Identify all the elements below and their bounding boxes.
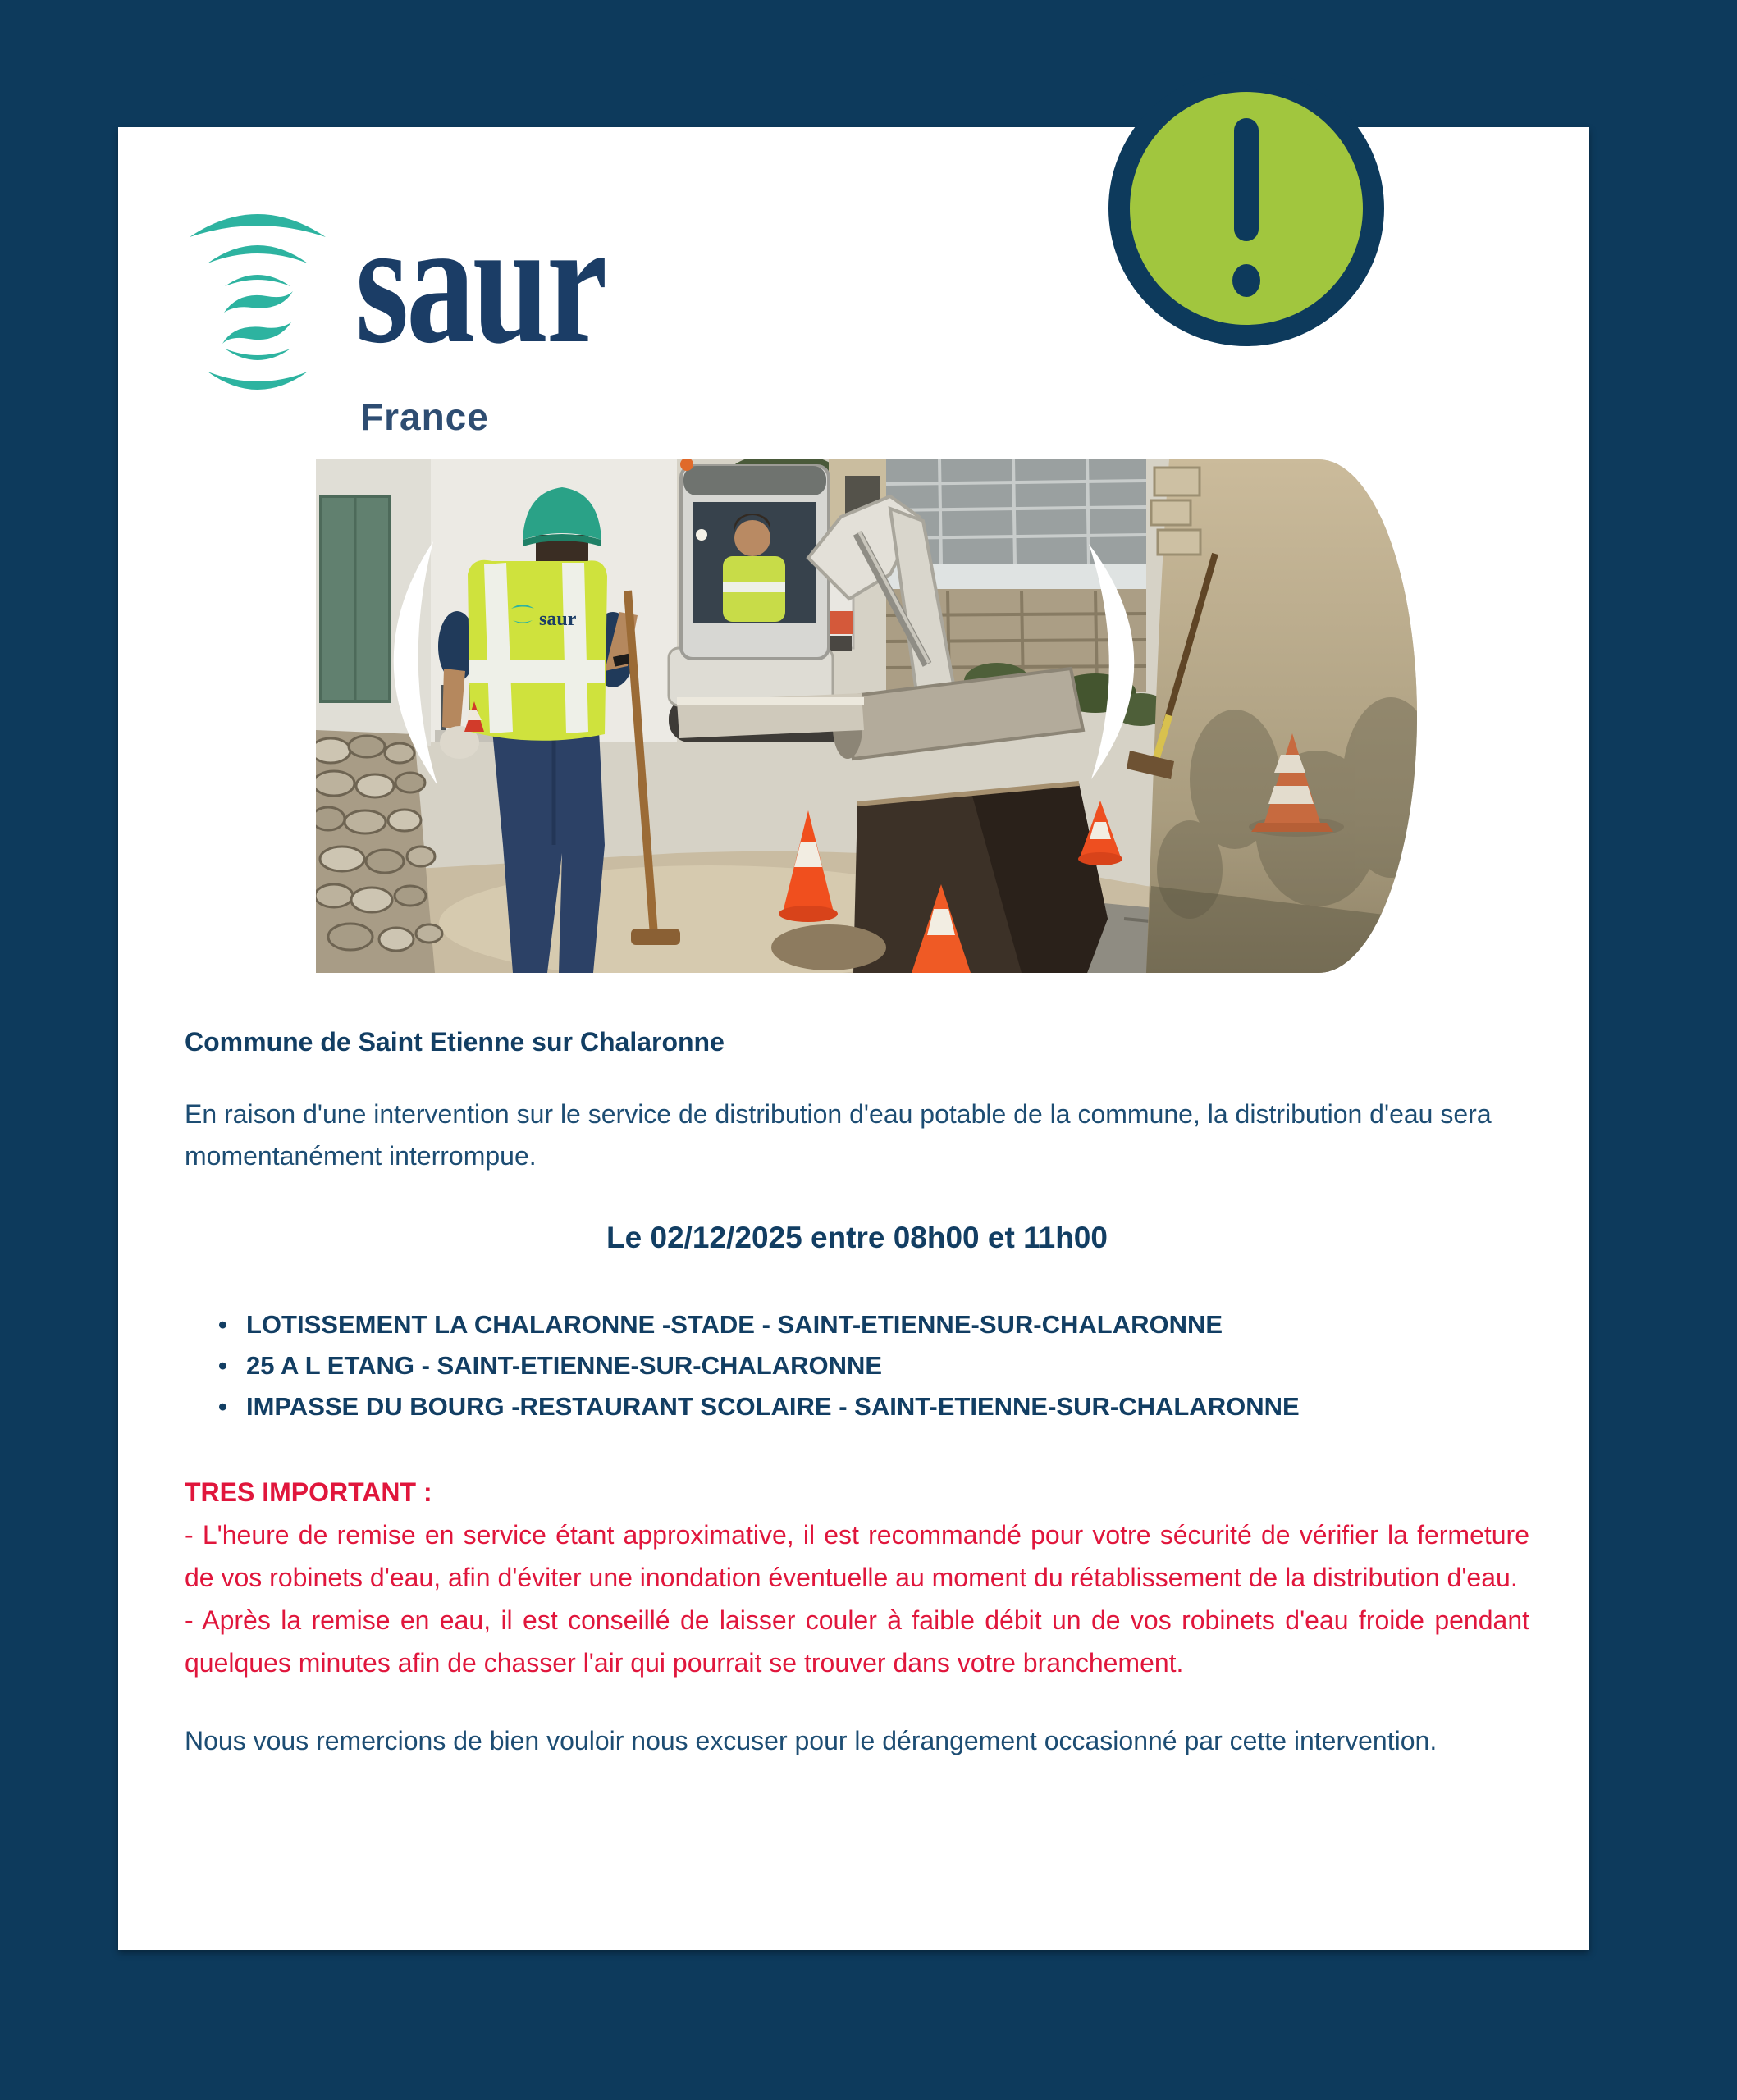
- warning-label: TRES IMPORTANT :: [185, 1477, 432, 1507]
- list-item: [218, 1345, 1529, 1386]
- saur-waves-icon: [188, 206, 327, 393]
- notice-body: [185, 1021, 1529, 1762]
- exclamation-icon: [1232, 118, 1260, 297]
- tan-wall: [1146, 459, 1417, 973]
- logo-region-label: France: [360, 395, 489, 438]
- locations-list: [185, 1304, 1529, 1427]
- alert-icon: [1107, 69, 1386, 348]
- important-warning: [185, 1471, 1529, 1684]
- warning-paragraph: - L'heure de remise en service étant approximative, il est recommandé pour votre sécurité de vérifier la fermeture de vos robinets d'eau, afin d'éviter une inondation éventuelle au moment du rétablissement de la distribution d'eau.: [185, 1520, 1529, 1592]
- list-item: [218, 1386, 1529, 1427]
- interruption-date: Le 02/12/2025 entre 08h00 et 11h00: [606, 1221, 1108, 1254]
- brand-name: saur: [355, 184, 606, 380]
- notice-card: [118, 127, 1589, 1950]
- warning-paragraph: - Après la remise en eau, il est conseillé de laisser couler à faible débit un de vos robinets d'eau froide pendant quelques minutes afin de chasser l'air qui pourrait se trouver dans votre branchement.: [185, 1605, 1529, 1678]
- svg-text:saur: saur: [539, 609, 577, 630]
- location-label: LOTISSEMENT LA CHALARONNE -STADE - SAINT-ETIENNE-SUR-CHALARONNE: [246, 1310, 1223, 1339]
- saur-wordmark: [355, 184, 708, 395]
- closing-paragraph: Nous vous remercions de bien vouloir nous excuser pour le dérangement occasionné par cette intervention.: [185, 1726, 1438, 1755]
- list-item: [218, 1304, 1529, 1345]
- bullet-icon: •: [218, 1310, 227, 1339]
- intro-paragraph: En raison d'une intervention sur le service de distribution d'eau potable de la commune, la distribution d'eau sera momentanément interrompue.: [185, 1099, 1492, 1171]
- location-label: IMPASSE DU BOURG -RESTAURANT SCOLAIRE - SAINT-ETIENNE-SUR-CHALARONNE: [246, 1392, 1300, 1421]
- worksite-photo: [316, 459, 1417, 973]
- bullet-icon: •: [218, 1392, 227, 1421]
- bullet-icon: •: [218, 1351, 227, 1380]
- notice-heading: Commune de Saint Etienne sur Chalaronne: [185, 1027, 725, 1057]
- location-label: 25 A L ETANG - SAINT-ETIENNE-SUR-CHALARONNE: [246, 1351, 883, 1380]
